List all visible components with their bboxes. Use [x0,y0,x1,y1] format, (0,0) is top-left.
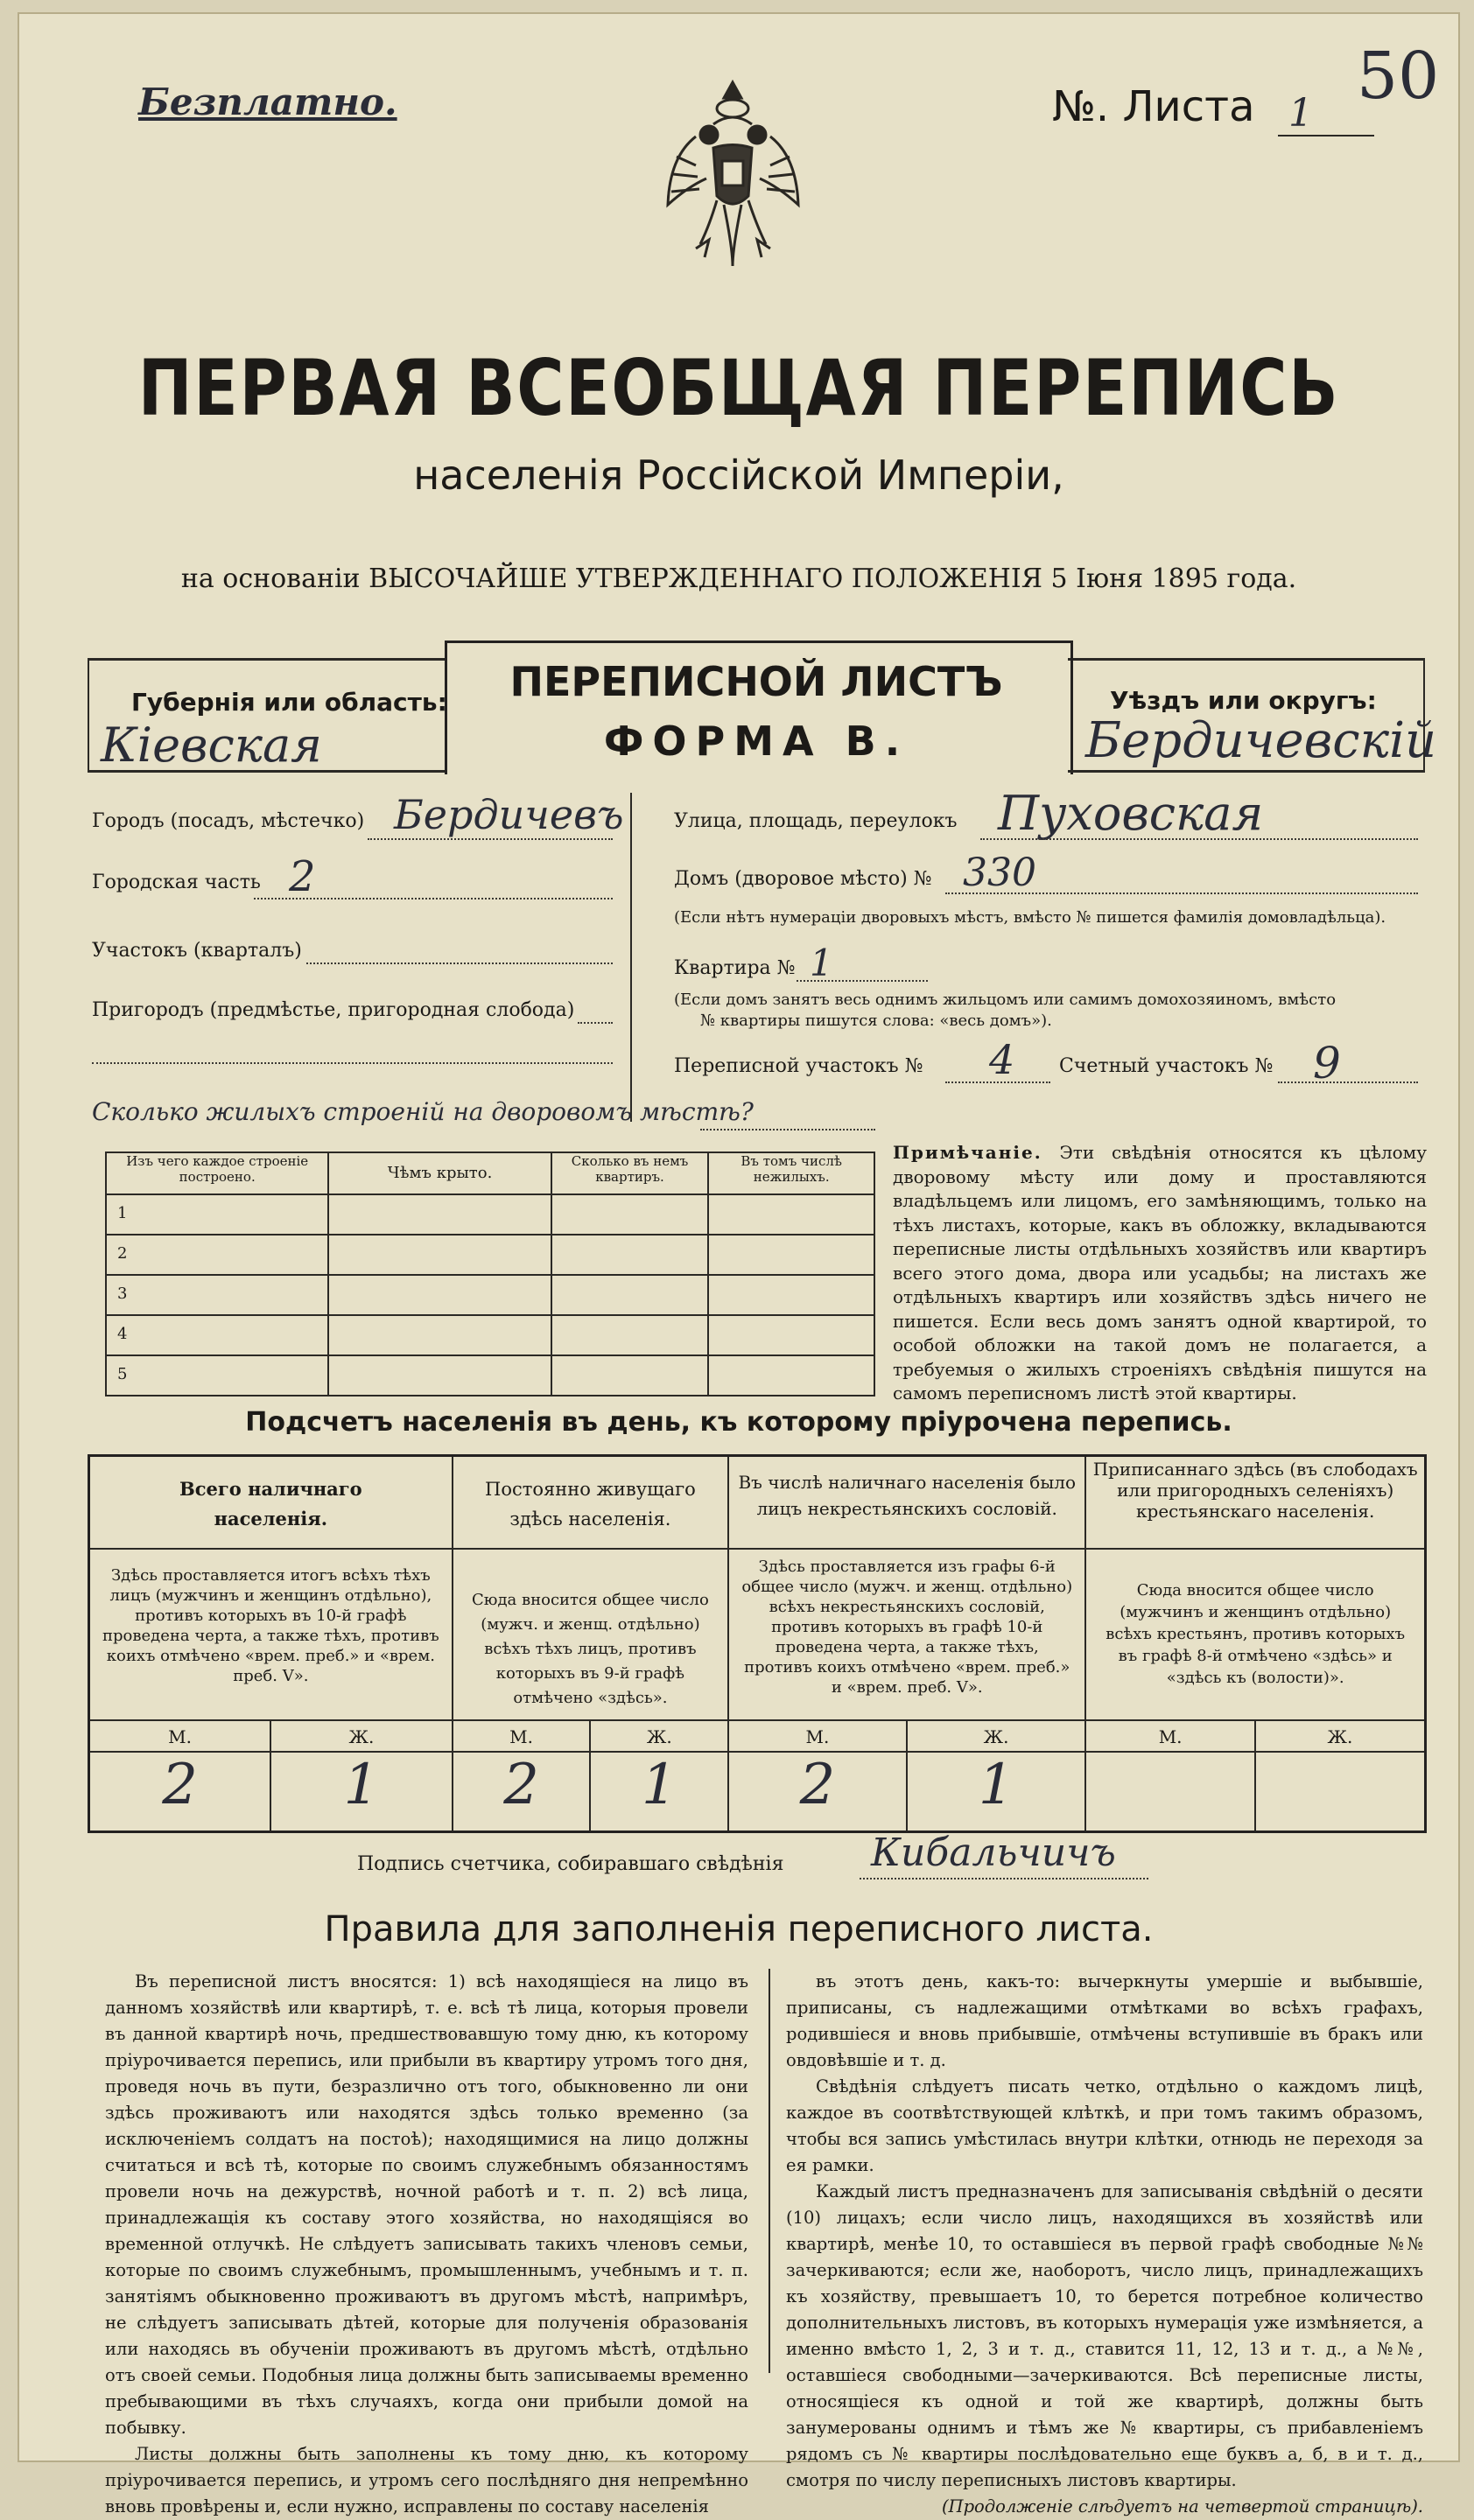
house-note: (Если нѣтъ нумераціи дворовыхъ мѣстъ, вмѣсто № пишется фамилія домовладѣльца). [674,908,1386,927]
table-row: 2 [106,1235,874,1275]
buildings-note-head: Примѣчаніе. [893,1142,1042,1163]
document-subtitle: населенія Россійской Имперіи, [413,452,1064,499]
form-type: ФОРМА В. [603,718,909,765]
apartment-value: 1 [810,942,833,984]
apartment-note-1: (Если домъ занятъ весь однимъ жильцомъ или самимъ домохозяиномъ, вмѣсто [674,990,1337,1009]
rules-left-paragraph: Въ переписной листъ вносятся: 1) всѣ находящіеся на лицо въ данномъ хозяйствѣ или квартирѣ, т. е. всѣ тѣ лица, которыя провели въ данной квартирѣ ночь, предшествовавшую тому дню, къ которому пріурочивается перепись, или прибыли въ квартиру утромъ того дня, проведя ночь въ пути, безразлично отъ того, обыкновенно ли они здѣсь проживаютъ или находятся здѣсь только временно (за исключеніемъ солдатъ на постоѣ); находящимися на лицо должны считаться и всѣ тѣ, которые по своимъ служебнымъ обязанностямъ провели ночь на дежурствѣ, ночной работѣ и т. п. 2) всѣ лица, принадлежащія къ составу этого хозяйства, но находящіяся во временной отлучкѣ. Не слѣдуетъ записывать такихъ членовъ семьи, которые по своимъ служебнымъ, промышленнымъ, учебнымъ и т. п. занятіямъ обыкновенно проживаютъ въ другомъ мѣстѣ, напримѣръ, не слѣдуетъ записывать дѣтей, которые для полученія образованія или находясь въ обученіи проживаютъ въ другомъ мѣстѣ, отдѣльно отъ своей семьи. Подобныя лица должны быть записываемы временно пребывающими въ тѣхъ случаяхъ, когда они прибыли домой на побывку. [105,1971,748,2438]
rules-right-paragraph: въ этотъ день, какъ-то: вычеркнуты умершіе и выбывшіе, приписаны, съ надлежащими отмѣтками во всѣхъ графахъ, родившіеся и вновь прибывшіе, отмѣчены вступившіе въ бракъ или овдовѣвшіе и т. д. [786,1971,1423,2070]
form-top-line-left [88,658,445,661]
quarter-line [306,962,613,964]
suburb-line-2 [92,1062,613,1064]
pop-peasant-male [1085,1752,1255,1832]
census-district-value: 4 [989,1036,1015,1083]
uezd-underline [1068,770,1425,773]
signature-label: Подпись счетчика, собиравшаго свѣдѣнія [357,1853,784,1875]
quarter-label: Участокъ (кварталъ) [92,940,302,962]
archive-page-number: 50 [1357,38,1440,114]
house-label: Домъ (дворовое мѣсто) № [674,868,932,890]
pop-f-label: Ж. [270,1720,453,1752]
table-row: 3 [106,1275,874,1315]
pop-f-label: Ж. [1255,1720,1426,1752]
city-value: Бердичевъ [394,791,624,838]
sheet-number-label: №. Листа [1052,82,1255,131]
imperial-eagle-emblem [661,74,805,275]
buildings-note-text: Эти свѣдѣнія относятся къ цѣлому дворовому мѣсту или дому и проставляются владѣльцемъ или лицомъ, его замѣняющимъ, только на тѣхъ листахъ, которые, какъ въ обложку, вкладываются переписные листы отдѣльныхъ хозяйствъ или квартиръ всего этого дома, двора или усадьбы; на листахъ же отдѣльныхъ квартиръ или хозяйствъ здѣсь ничего не пишется. Если весь домъ занятъ одной квартирой, то особой обложки на такой домъ не полагается, а требуемыя о жилыхъ строеніяхъ свѣдѣнія пишутся на самомъ переписномъ листѣ этой квартиры. [893,1142,1428,1404]
pop-permanent-female: 1 [590,1752,728,1832]
pop-desc-peasant: Сюда вносится общее число (мужчинъ и женщинъ отдѣльно) всѣхъ крестьянъ, противъ которыхъ въ графѣ 8-й отмѣчено «здѣсь» и «здѣсь къ (волости)». [1085,1549,1425,1720]
rules-continued: (Продолженіе слѣдуетъ на четвертой страницѣ). [941,2496,1423,2516]
uezd-right-rule [1423,658,1425,772]
rules-right-paragraph: Свѣдѣнія слѣдуетъ писать четко, отдѣльно о каждомъ лицѣ, каждое въ соотвѣтствующей клѣткѣ, и при томъ такимъ образомъ, чтобы вся запись умѣстилась внутри клѣтки, отнюдь не переходя за ея рамки. [786,2076,1423,2175]
form-title: ПЕРЕПИСНОЙ ЛИСТЪ [509,658,1003,705]
free-label: Безплатно. [138,80,397,123]
census-district-label: Переписной участокъ № [674,1055,923,1077]
city-part-value: 2 [289,852,316,901]
pop-desc-nonpeasant: Здѣсь проставляется изъ графы 6-й общее число (мужч. и женщ. отдѣльно) всѣхъ некрестьянскихъ сословій, противъ которыхъ въ графѣ 10-й проведена черта, а также тѣхъ, противъ коихъ отмѣчено «врем. преб.» и «врем. преб. V». [728,1549,1085,1720]
pop-head-nonpeasant: Въ числѣ наличнаго населенія было лицъ некрестьянскихъ сословій. [728,1456,1085,1549]
pop-head-peasant: Приписаннаго здѣсь (въ слободахъ или пригородныхъ селеніяхъ) крестьянскаго населенія. [1085,1456,1425,1549]
table-row: 1 [106,1194,874,1235]
address-divider [630,793,632,1122]
population-title: Подсчетъ населенія въ день, къ которому пріурочена перепись. [245,1407,1232,1438]
pop-f-label: Ж. [907,1720,1086,1752]
rules-right-paragraph: Каждый листъ предназначенъ для записыванія свѣдѣній о десяти (10) лицахъ; если число лицъ, находящихся въ хозяйствѣ или квартирѣ, менѣе 10, то оставшіеся въ первой графѣ свободные №№ зачеркиваются; если же, наоборотъ, число лицъ, принадлежащихъ къ хозяйству, превышаетъ 10, то берется потребное количество дополнительныхъ листовъ, въ которыхъ нумерація уже измѣняется, а именно вмѣсто 1, 2, 3 и т. д., ставится 11, 12, 13 и т. д., а №№, оставшіеся свободными—зачеркиваются. Всѣ переписные листы, относящіеся къ одной и той же квартирѣ, должны быть занумерованы однимъ и тѣмъ же № квартиры, съ прибавленіемъ рядомъ съ № квартиры послѣдовательно еще буквъ а, б, в и т. д., смотря по числу переписныхъ листовъ квартиры. [786,2181,1423,2490]
gubernia-value: Кіевская [101,718,322,773]
census-district-line [945,1082,1050,1083]
pop-m-label: М. [453,1720,591,1752]
city-label: Городъ (посадъ, мѣстечко) [92,810,365,832]
sheet-number-value: 1 [1288,91,1313,136]
pop-m-label: М. [89,1720,271,1752]
document-title: ПЕРВАЯ ВСЕОБЩАЯ ПЕРЕПИСЬ [137,343,1340,433]
city-line [368,838,613,840]
sheet-number-line [1278,135,1374,136]
pop-desc-total: Здѣсь проставляется итогъ всѣхъ тѣхъ лицъ (мужчинъ и женщинъ отдѣльно), противъ которыхъ въ 10-й графѣ проведена черта, а также тѣхъ, противъ коихъ отмѣчено «врем. преб.» и «врем. преб. V». [89,1549,453,1720]
pop-peasant-female [1255,1752,1426,1832]
pop-m-label: М. [728,1720,907,1752]
street-line [980,838,1418,840]
pop-total-male: 2 [89,1752,271,1832]
suburb-label: Пригородъ (предмѣстье, пригородная слобода) [92,999,575,1021]
apartment-note-2: № квартиры пишутся слова: «весь домъ»). [700,1012,1052,1030]
rules-left-paragraph: Листы должны быть заполнены къ тому дню, къ которому пріурочивается перепись, и утромъ сего послѣдняго дня непремѣнно вновь провѣрены и, если нужно, исправлены по составу населенія [105,2444,748,2516]
buildings-note [893,1141,1427,1406]
pop-f-label: Ж. [590,1720,728,1752]
city-part-label: Городская часть [92,872,261,893]
buildings-header-roof: Чѣмъ крыто. [328,1152,551,1194]
gubernia-left-rule [88,658,89,772]
table-row: 4 [106,1315,874,1355]
house-line [945,892,1418,894]
apartment-label: Квартира № [674,957,796,979]
street-value: Пуховская [998,786,1264,841]
count-district-line [1278,1082,1418,1083]
signature-line [860,1878,1148,1880]
signature-value: Кибальчичъ [871,1830,1116,1875]
count-district-value: 9 [1313,1038,1341,1088]
uezd-label: Уѣздъ или округъ: [1110,686,1377,715]
buildings-question: Сколько жилыхъ строеній на дворовомъ мѣстѣ? [92,1097,754,1126]
city-part-line [254,898,613,900]
suburb-line-1 [578,1022,613,1024]
buildings-table [105,1152,875,1396]
gubernia-underline [88,770,445,773]
rules-right-column [786,1969,1423,2520]
count-district-label: Счетный участокъ № [1059,1055,1274,1077]
buildings-header-material: Изъ чего каждое строеніе построено. [106,1152,328,1194]
pop-head-permanent: Постоянно живущаго здѣсь населенія. [453,1456,728,1549]
house-value: 330 [963,850,1036,895]
census-sheet [18,12,1460,2516]
form-top-line-right [1068,658,1425,661]
table-row: 5 [106,1355,874,1396]
buildings-header-nonresidential: Въ томъ числѣ нежилыхъ. [708,1152,874,1194]
street-label: Улица, площадь, переулокъ [674,810,958,832]
rules-title: Правила для заполненія переписного листа. [324,1909,1154,1950]
pop-nonpeasant-female: 1 [907,1752,1086,1832]
pop-desc-permanent: Сюда вносится общее число (мужч. и женщ. отдѣльно) всѣхъ тѣхъ лицъ, противъ которыхъ въ 9-й графѣ отмѣчено «здѣсь». [453,1549,728,1720]
pop-permanent-male: 2 [453,1752,591,1832]
buildings-header-apartments: Сколько въ немъ квартиръ. [551,1152,709,1194]
rules-left-column [105,1969,748,2520]
gubernia-label: Губернія или область: [131,688,447,717]
pop-nonpeasant-male: 2 [728,1752,907,1832]
rules-column-divider [769,1969,770,2373]
legal-basis: на основаніи ВЫСОЧАЙШЕ УТВЕРЖДЕННАГО ПОЛОЖЕНІЯ 5 Іюня 1895 года. [180,564,1297,594]
uezd-value: Бердичевскій [1085,712,1437,769]
apartment-line [797,980,928,982]
pop-head-total: Всего наличнаго населенія. [89,1456,453,1549]
pop-m-label: М. [1085,1720,1255,1752]
pop-total-female: 1 [270,1752,453,1832]
population-table [88,1454,1427,1833]
buildings-answer-line [700,1129,875,1130]
